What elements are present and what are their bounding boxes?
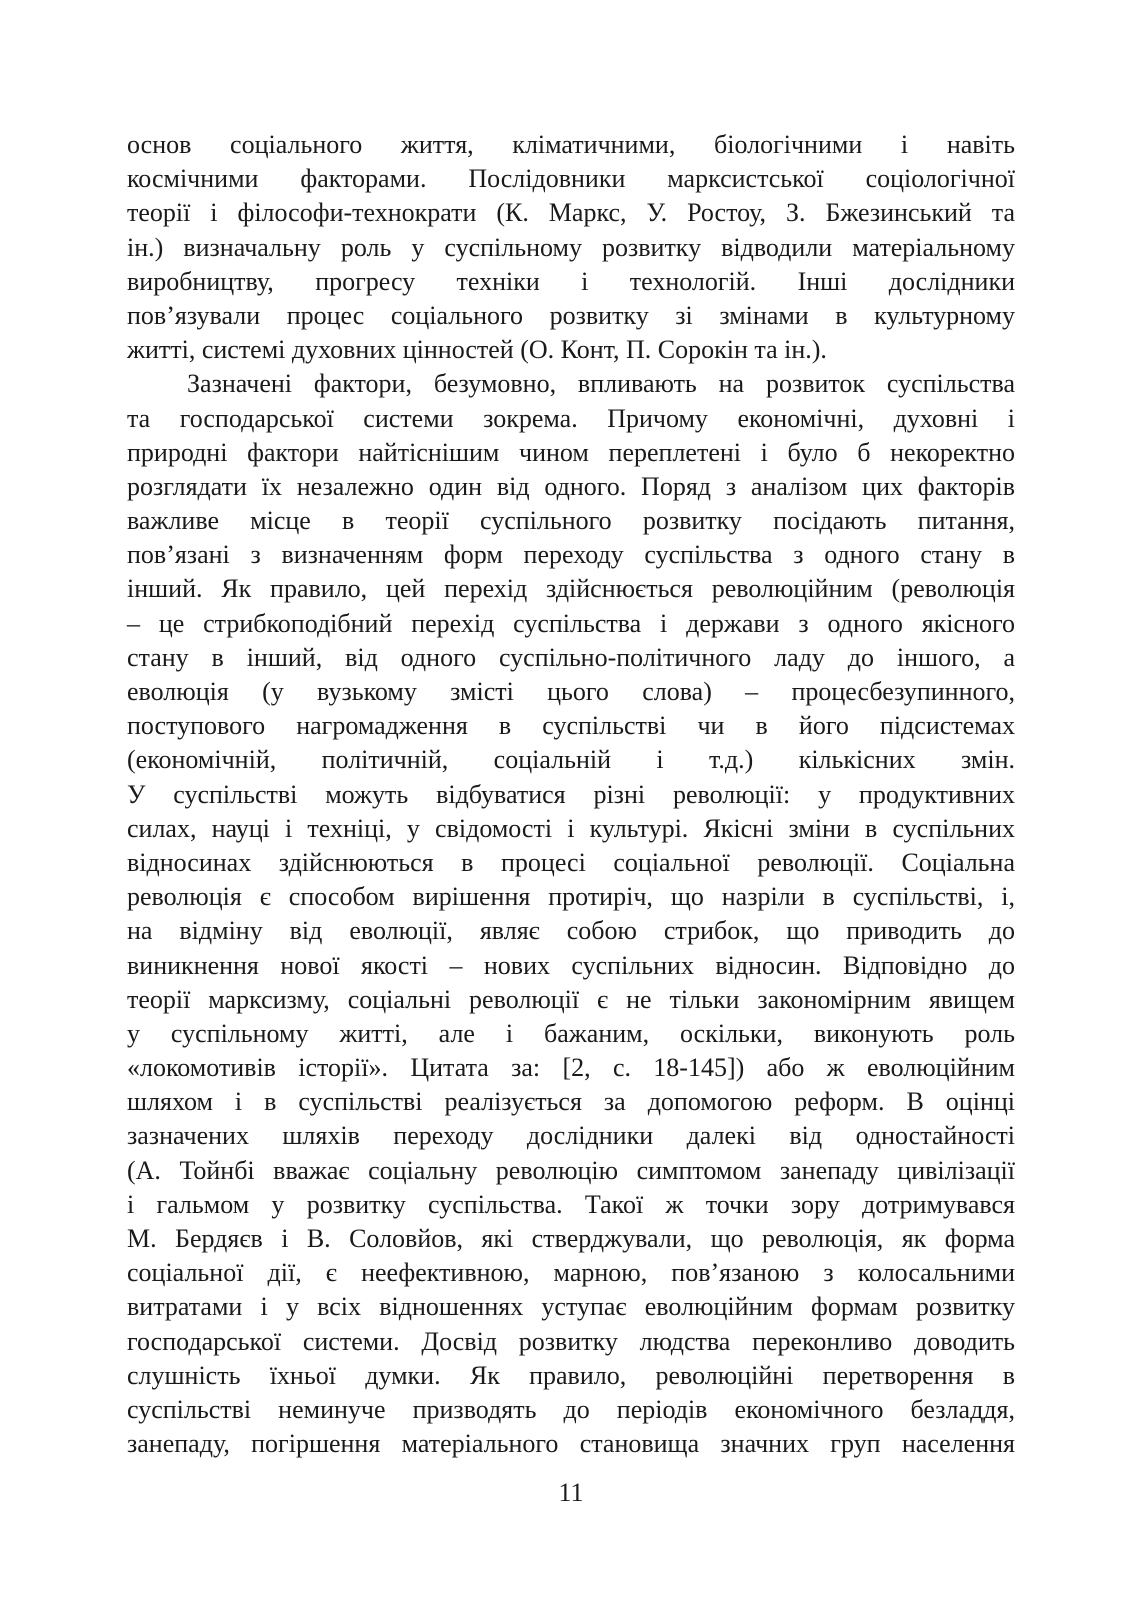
text-line: теорії марксизму, соціальні революції є не тільки закономірним явищем — [127, 984, 1015, 1014]
text-line: – це стрибкоподібний перехід суспільства і держави з одного якісного — [127, 608, 1015, 638]
text-line: пов’язували процес соціального розвитку зі змінами в культурному — [127, 300, 1015, 330]
text-line: пов’язані з визначенням форм переходу суспільства з одного стану в — [127, 540, 1015, 570]
text-line: житті, системі духовних цінностей (О. Конт, П. Сорокін та ін.). — [127, 335, 827, 365]
text-line: природні фактори найтіснішим чином переплетені і було б некоректно — [127, 437, 1015, 467]
text-line: та господарської системи зокрема. Причому економічні, духовні і — [127, 403, 1015, 433]
text-line: господарської системи. Досвід розвитку людства переконливо доводить — [127, 1326, 1015, 1356]
text-line: інший. Як правило, цей перехід здійснюється революційним (революція — [127, 574, 1015, 604]
text-line: відносинах здійснюються в процесі соціальної революції. Соціальна — [127, 847, 1015, 877]
text-line: у суспільному житті, але і бажаним, оскільки, виконують роль — [127, 1018, 1015, 1048]
text-line: виробництву, прогресу техніки і технологій. Інші дослідники — [127, 266, 1015, 296]
text-line: космічними факторами. Послідовники марксистської соціологічної — [127, 164, 1015, 194]
text-line: поступового нагромадження в суспільстві чи в його підсистемах — [127, 711, 1015, 741]
text-line: «локомотивів історії». Цитата за: [2, с. 18-145]) або ж еволюційним — [127, 1053, 1015, 1083]
text-line: зазначених шляхів переходу дослідники далекі від одностайності — [127, 1121, 1015, 1151]
text-line: занепаду, погіршення матеріального становища значних груп населення — [127, 1429, 1015, 1459]
text-line: ін.) визначальну роль у суспільному розвитку відводили матеріальному — [127, 232, 1015, 262]
text-line: розглядати їх незалежно один від одного. Поряд з аналізом цих факторів — [127, 471, 1015, 501]
text-line: шляхом і в суспільстві реалізується за допомогою реформ. В оцінці — [127, 1087, 1015, 1117]
text-line: еволюція (у вузькому змісті цього слова) – процесбезупинного, — [127, 677, 1015, 706]
text-line: основ соціального життя, кліматичними, біологічними і навіть — [127, 130, 1015, 159]
body-text — [127, 128, 1015, 1461]
text-line: важливе місце в теорії суспільного розвитку посідають питання, — [127, 506, 1015, 536]
text-line: теорії і філософи-технократи (К. Маркс, У. Ростоу, З. Бжезинський та — [127, 198, 1015, 228]
text-line: соціальної дії, є неефективною, марною, пов’язаною з колосальними — [127, 1258, 1015, 1288]
paragraph — [127, 367, 1015, 1461]
text-line: витратами і у всіх відношеннях уступає еволюційним формам розвитку — [127, 1292, 1015, 1322]
text-line: У суспільстві можуть відбуватися різні революції: у продуктивних — [127, 779, 1015, 809]
text-line: (А. Тойнбі вважає соціальну революцію симптомом занепаду цивілізації — [127, 1155, 1015, 1185]
text-line: суспільстві неминуче призводять до періодів економічного безладдя, — [127, 1394, 1015, 1424]
page-number: 11 — [558, 1478, 584, 1507]
text-line: стану в інший, від одного суспільно-політичного ладу до іншого, а — [127, 642, 1015, 672]
text-line: на відміну від еволюції, являє собою стрибок, що приводить до — [127, 916, 1015, 946]
text-line: М. Бердяєв і В. Соловйов, які стверджували, що революція, як форма — [127, 1224, 1015, 1253]
paragraph — [127, 128, 1015, 367]
text-line: революція є способом вирішення протиріч, що назріли в суспільстві, і, — [127, 882, 1015, 912]
text-line: слушність їхньої думки. Як правило, революційні перетворення в — [127, 1360, 1015, 1390]
text-line: виникнення нової якості – нових суспільних відносин. Відповідно до — [127, 950, 1015, 980]
text-line: (економічній, політичній, соціальній і т.д.) кількісних змін. — [127, 745, 1015, 775]
text-line: силах, науці і техніці, у свідомості і культурі. Якісні зміни в суспільних — [127, 813, 1015, 843]
text-line: і гальмом у розвитку суспільства. Такої ж точки зору дотримувався — [127, 1189, 1015, 1219]
text-line: Зазначені фактори, безумовно, впливають на розвиток суспільства — [187, 369, 1015, 399]
